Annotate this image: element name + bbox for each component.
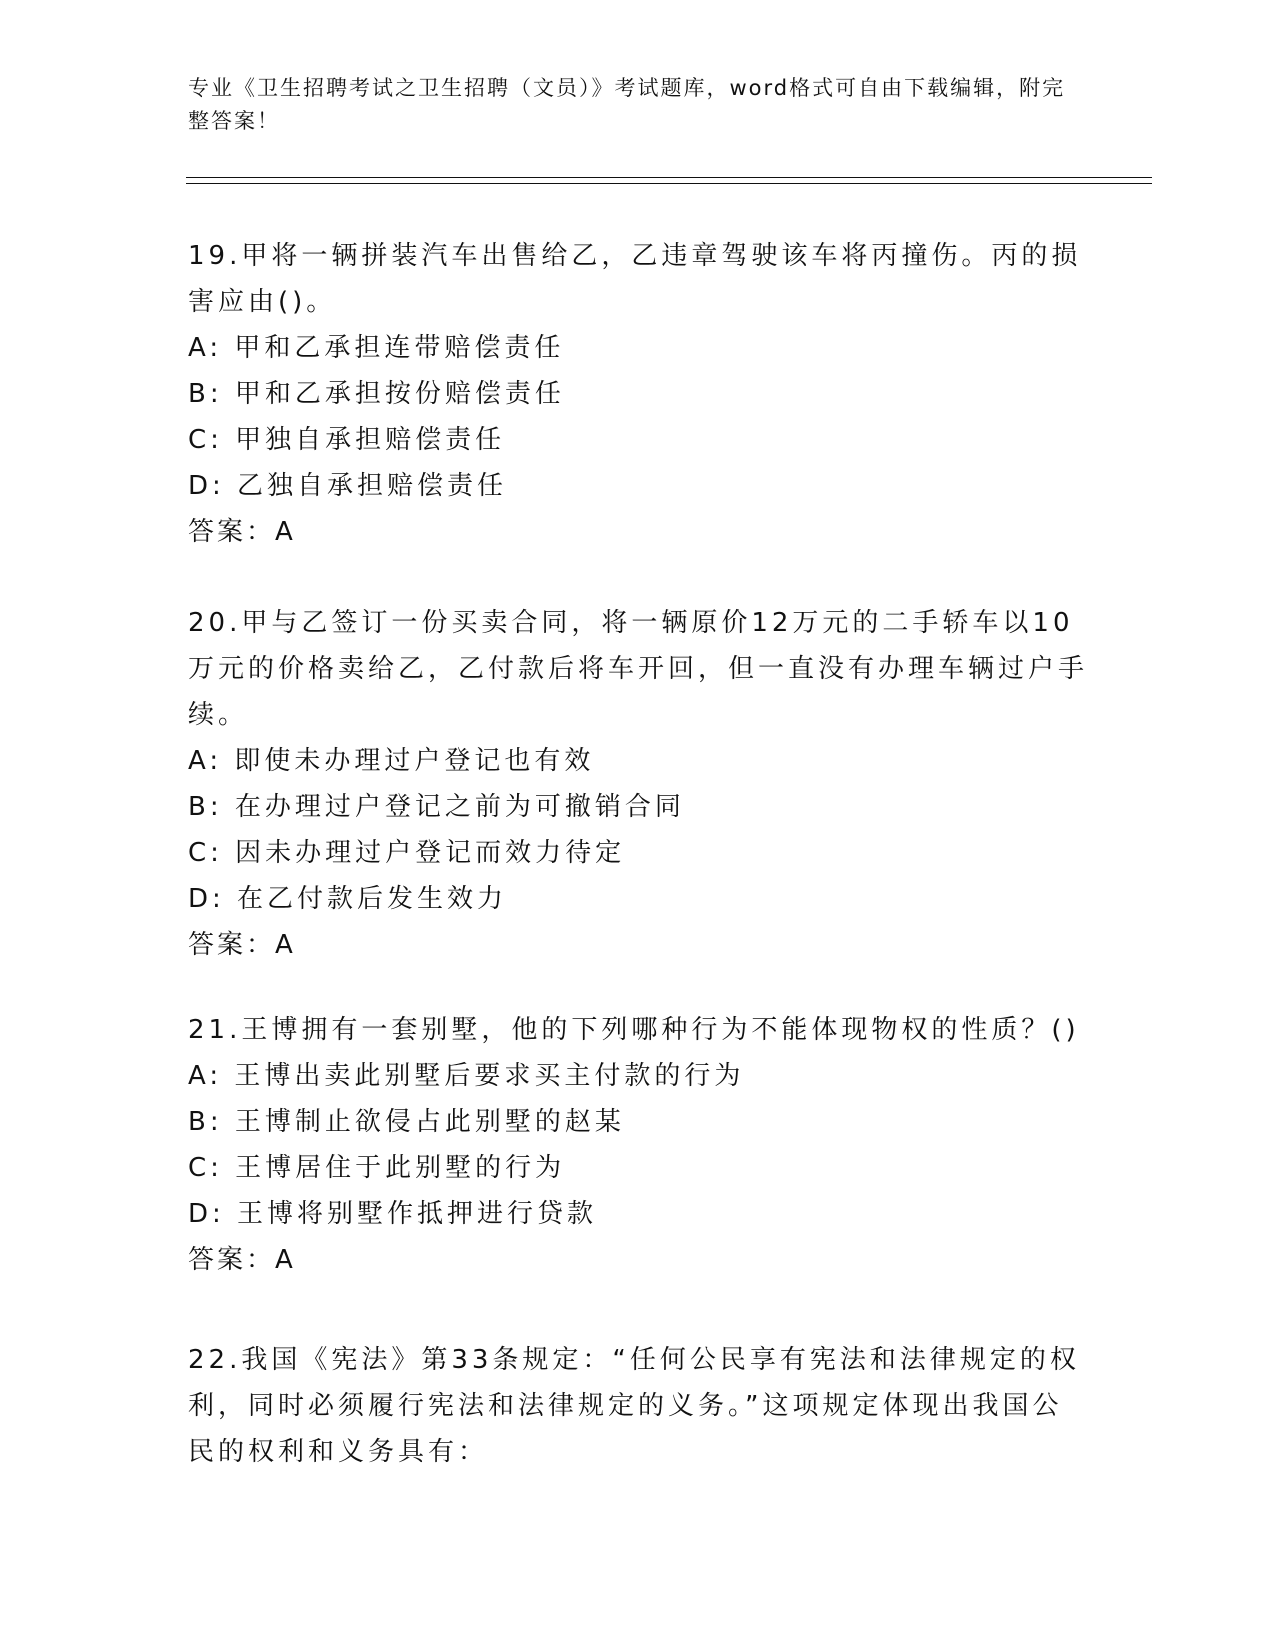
question-text: 22.我国《宪法》第33条规定：“任何公民享有宪法和法律规定的权利，同时必须履行宪法和法律规定的义务。”这项规定体现出我国公民的权利和义务具有： [188, 1345, 1080, 1467]
option-a: A: 即使未办理过户登记也有效 [188, 746, 595, 776]
header-divider-top [186, 177, 1152, 178]
option-a: A: 甲和乙承担连带赔偿责任 [188, 333, 565, 363]
header-divider-bottom [186, 183, 1152, 184]
option-d: D: 王博将别墅作抵押进行贷款 [188, 1199, 598, 1229]
question-text: 21.王博拥有一套别墅，他的下列哪种行为不能体现物权的性质？() [188, 1015, 1080, 1045]
option-c: C: 甲独自承担赔偿责任 [188, 425, 506, 455]
option-a: A: 王博出卖此别墅后要求买主付款的行为 [188, 1061, 745, 1091]
option-b: B: 在办理过户登记之前为可撤销合同 [188, 792, 685, 822]
option-d: D: 乙独自承担赔偿责任 [188, 471, 508, 501]
answer-label: 答案：A [188, 1245, 296, 1275]
answer-label: 答案：A [188, 517, 296, 547]
option-b: B: 甲和乙承担按份赔偿责任 [188, 379, 565, 409]
answer-label: 答案：A [188, 930, 296, 960]
question-19 [188, 233, 1088, 555]
option-c: C: 王博居住于此别墅的行为 [188, 1153, 566, 1183]
question-21 [188, 1007, 1088, 1283]
question-text: 19.甲将一辆拼装汽车出售给乙，乙违章驾驶该车将丙撞伤。丙的损害应由()。 [188, 241, 1082, 317]
option-d: D: 在乙付款后发生效力 [188, 884, 508, 914]
question-22 [188, 1337, 1088, 1475]
option-c: C: 因未办理过户登记而效力待定 [188, 838, 626, 868]
question-text: 20.甲与乙签订一份买卖合同，将一辆原价12万元的二手轿车以10万元的价格卖给乙，乙付款后将车开回，但一直没有办理车辆过户手续。 [188, 608, 1089, 730]
question-20 [188, 600, 1088, 968]
document-header: 专业《卫生招聘考试之卫生招聘（文员）》考试题库，word格式可自由下载编辑，附完整答案！ [188, 76, 1066, 133]
option-b: B: 王博制止欲侵占此别墅的赵某 [188, 1107, 625, 1137]
